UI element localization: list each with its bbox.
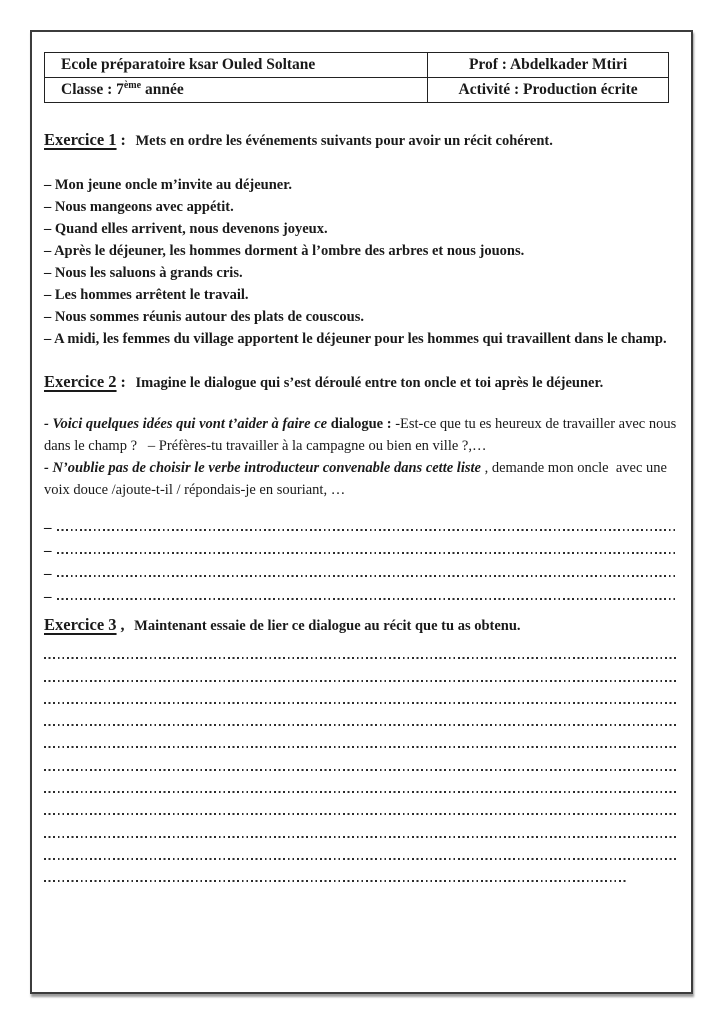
event-item: – Quand elles arrivent, nous devenons joyeux. xyxy=(44,221,328,237)
exercise1-punct: : xyxy=(116,132,126,149)
class-label xyxy=(45,78,428,103)
school-name: Ecole préparatoire ksar Ouled Soltane xyxy=(45,53,428,78)
exercise2-heading xyxy=(44,371,677,394)
teacher-name: Prof : Abdelkader Mtiri xyxy=(428,53,669,78)
hint-dialogue-ideas xyxy=(44,413,680,457)
event-item: – Les hommes arrêtent le travail. xyxy=(44,287,249,303)
answer-line xyxy=(44,512,677,535)
event-item: – Nous sommes réunis autour des plats de couscous. xyxy=(44,309,364,325)
writing-line xyxy=(44,864,677,886)
class-superscript: ème xyxy=(123,80,142,92)
answer-line xyxy=(44,558,677,581)
header-row-2 xyxy=(45,78,669,103)
class-suffix: année xyxy=(141,81,184,99)
exercise1-heading xyxy=(44,129,677,152)
header-table xyxy=(44,52,669,103)
hint1-questions-text: -Est-ce que tu es heureux de travailler avec nous dans le champ ? – Préfères-tu travailler à la campagne ou bien en ville ?,… xyxy=(44,416,680,454)
exercise2-title: Exercice 2 xyxy=(44,372,117,391)
answer-line xyxy=(44,535,677,558)
hint-verb-list xyxy=(44,457,677,501)
writing-line xyxy=(44,819,677,841)
writing-line xyxy=(44,708,677,730)
document-page xyxy=(30,30,693,994)
writing-line xyxy=(44,730,677,752)
exercise3-heading xyxy=(44,614,677,637)
answer-dash: – xyxy=(44,520,52,536)
class-text: Classe : 7 xyxy=(61,81,124,99)
exercise2-answer-lines xyxy=(44,512,677,604)
activity-label: Activité : Production écrite xyxy=(428,78,669,103)
event-item: – Mon jeune oncle m’invite au déjeuner. xyxy=(44,177,292,193)
event-item: – Après le déjeuner, les hommes dorment à l’ombre des arbres et nous jouons. xyxy=(44,243,525,259)
answer-dash: – xyxy=(44,589,52,605)
header-row-1 xyxy=(45,53,669,78)
answer-dash: – xyxy=(44,566,52,582)
exercise3-punct: , xyxy=(116,617,125,634)
writing-line xyxy=(44,752,677,774)
writing-line xyxy=(44,797,677,819)
event-item: – Nous les saluons à grands cris. xyxy=(44,265,243,281)
exercise3-instruction: Maintenant essaie de lier ce dialogue au récit que tu as obtenu. xyxy=(134,618,521,634)
exercise3-title: Exercice 3 xyxy=(44,615,117,634)
writing-line xyxy=(44,686,677,708)
dotted-leader xyxy=(57,552,678,554)
exercise2-instruction: Imagine le dialogue qui s’est déroulé entre ton oncle et toi après le déjeuner. xyxy=(135,375,604,391)
exercise1-title: Exercice 1 xyxy=(44,130,117,149)
exercise2-hints xyxy=(44,413,680,501)
exercise2-punct: : xyxy=(116,374,126,391)
writing-line xyxy=(44,641,677,663)
writing-line xyxy=(44,663,677,685)
dotted-leader xyxy=(57,598,678,600)
exercise1-instruction: Mets en ordre les événements suivants pour avoir un récit cohérent. xyxy=(135,133,553,149)
event-item: – Nous mangeons avec appétit. xyxy=(44,199,234,215)
exercise1-event-list xyxy=(44,174,677,350)
writing-line xyxy=(44,842,677,864)
hint1-lead-text: - Voici quelques idées qui vont t’aider à faire ce xyxy=(44,416,331,432)
hint2-verbs-text: , demande mon oncle avec une voix douce /ajoute-t-il / répondais-je en souriant, … xyxy=(44,460,671,498)
dotted-leader xyxy=(57,529,678,531)
hint2-lead-text: - N’oublie pas de choisir le verbe introducteur convenable dans cette liste xyxy=(44,460,485,476)
hint1-bold-text: dialogue : xyxy=(330,416,396,432)
writing-line xyxy=(44,775,677,797)
answer-dash: – xyxy=(44,543,52,559)
dotted-leader xyxy=(57,575,678,577)
answer-line xyxy=(44,581,677,604)
event-item: – A midi, les femmes du village apportent le déjeuner pour les hommes qui travaillent dans le champ. xyxy=(44,331,667,347)
exercise3-writing-lines xyxy=(44,641,677,886)
